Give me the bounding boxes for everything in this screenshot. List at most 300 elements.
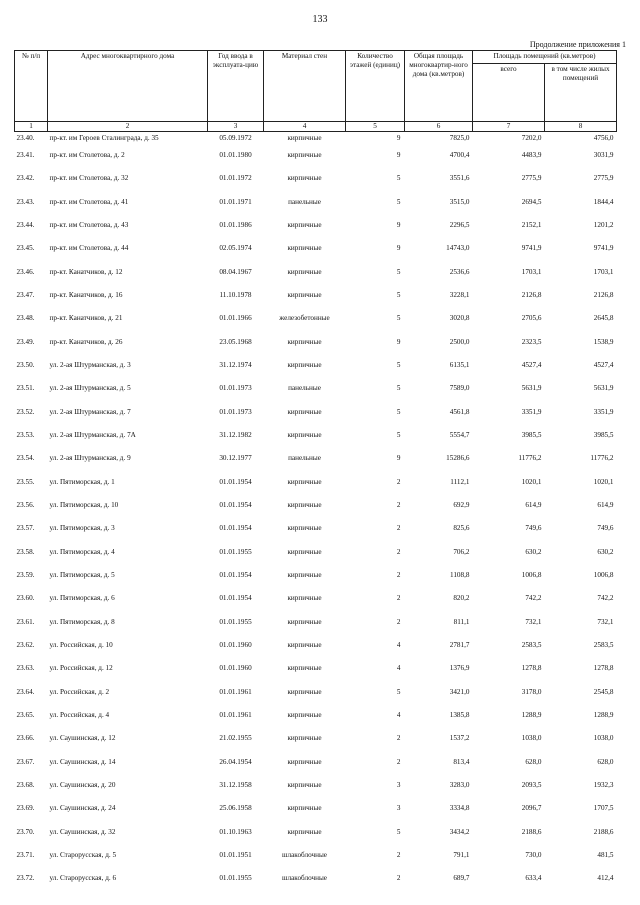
row-floors: 4	[396, 640, 401, 649]
table-row	[15, 132, 617, 151]
row-floors: 5	[396, 197, 401, 206]
row-number: 23.54.	[16, 454, 35, 463]
row-material: кирпичные	[287, 244, 322, 253]
row-floors: 2	[396, 734, 401, 743]
row-number: 23.63.	[16, 664, 35, 673]
row-floors: 5	[396, 430, 401, 439]
row-floors: 5	[396, 384, 401, 393]
row-number: 23.68.	[16, 780, 35, 789]
row-number: 23.48.	[16, 314, 35, 323]
row-total-area: 3228,1	[449, 290, 470, 299]
header-col-number: 1	[15, 122, 48, 132]
row-floors: 5	[396, 687, 401, 696]
row-premises-living: 4756,0	[593, 134, 614, 142]
row-total-area: 820,2	[453, 594, 470, 603]
row-number: 23.61.	[16, 617, 35, 626]
row-floors: 2	[396, 570, 401, 579]
row-total-area: 1108,8	[450, 570, 470, 579]
table-row	[15, 547, 617, 570]
row-year: 01.01.1954	[219, 594, 252, 603]
row-total-area: 6135,1	[449, 360, 470, 369]
row-year: 01.01.1980	[219, 151, 252, 159]
row-premises-all: 1020,1	[521, 477, 542, 486]
table-row	[15, 337, 617, 360]
row-floors: 2	[396, 477, 401, 486]
row-material: шлакоблочные	[282, 874, 327, 883]
row-total-area: 3434,2	[449, 827, 470, 836]
row-premises-all: 2705,6	[521, 314, 542, 323]
row-address: ул. Российская, д. 4	[49, 710, 110, 719]
row-material: кирпичные	[287, 267, 322, 276]
row-address: ул. 2-ая Штурманская, д. 5	[49, 384, 131, 393]
row-year: 30.12.1977	[219, 454, 252, 463]
row-year: 01.01.1954	[219, 500, 252, 509]
row-number: 23.50.	[16, 360, 35, 369]
row-address: ул. Саушинская, д. 24	[49, 804, 116, 813]
row-total-area: 825,6	[453, 524, 470, 533]
row-premises-all: 2152,1	[521, 220, 542, 229]
table-row	[15, 267, 617, 290]
row-year: 01.01.1954	[219, 524, 252, 533]
row-total-area: 1537,2	[449, 734, 470, 743]
row-number: 23.52.	[16, 407, 35, 416]
table-row	[15, 453, 617, 476]
row-premises-living: 2126,8	[593, 290, 614, 299]
row-number: 23.59.	[16, 570, 35, 579]
row-total-area: 2296,5	[449, 220, 470, 229]
row-premises-all: 2775,9	[521, 174, 542, 183]
row-number: 23.72.	[16, 874, 35, 883]
table-row	[15, 663, 617, 686]
row-premises-all: 3178,0	[521, 687, 542, 696]
row-address: ул. Саушинская, д. 20	[49, 780, 116, 789]
row-number: 23.43.	[16, 197, 35, 206]
row-premises-living: 1288,9	[593, 710, 614, 719]
row-floors: 2	[396, 757, 401, 766]
row-number: 23.46.	[16, 267, 35, 276]
row-year: 01.01.1973	[219, 384, 252, 393]
row-floors: 2	[396, 547, 401, 556]
row-premises-living: 2583,5	[593, 640, 614, 649]
row-address: ул. Российская, д. 2	[49, 687, 110, 696]
row-floors: 9	[396, 220, 401, 229]
row-year: 01.01.1955	[219, 617, 252, 626]
row-total-area: 811,1	[453, 617, 470, 626]
row-material: кирпичные	[287, 710, 322, 719]
row-year: 01.01.1961	[219, 710, 252, 719]
table-row	[15, 617, 617, 640]
page-number: 133	[312, 14, 328, 25]
row-floors: 4	[396, 710, 401, 719]
row-premises-all: 2096,7	[521, 804, 542, 813]
row-material: кирпичные	[287, 134, 322, 142]
row-number: 23.41.	[16, 151, 35, 159]
row-material: кирпичные	[287, 407, 322, 416]
row-floors: 3	[396, 804, 401, 813]
row-total-area: 3551,6	[449, 174, 470, 183]
table-row	[15, 430, 617, 453]
header-col-number: 2	[48, 122, 208, 132]
table-row	[15, 687, 617, 710]
row-material: кирпичные	[287, 477, 322, 486]
row-year: 01.01.1961	[219, 687, 252, 696]
row-year: 31.12.1982	[219, 430, 252, 439]
row-number: 23.65.	[16, 710, 35, 719]
row-number: 23.69.	[16, 804, 35, 813]
header-col-number: 4	[264, 122, 346, 132]
row-floors: 9	[396, 151, 401, 159]
row-floors: 5	[396, 407, 401, 416]
row-premises-living: 749,6	[597, 524, 614, 533]
table-row	[15, 873, 617, 896]
row-address: пр-кт. им Столетова, д. 41	[49, 197, 129, 206]
row-total-area: 1112,1	[450, 477, 470, 486]
row-premises-living: 628,0	[597, 757, 614, 766]
row-floors: 5	[396, 827, 401, 836]
row-year: 05.09.1972	[219, 134, 252, 142]
row-premises-all: 730,0	[525, 850, 542, 859]
continuation-note: Продолжение приложения 1	[529, 40, 626, 49]
row-material: кирпичные	[287, 500, 322, 509]
row-number: 23.44.	[16, 220, 35, 229]
row-address: ул. Саушинская, д. 32	[49, 827, 116, 836]
row-premises-living: 3985,5	[593, 430, 614, 439]
row-number: 23.70.	[16, 827, 35, 836]
row-address: пр-кт. Канатчиков, д. 26	[49, 337, 123, 346]
row-address: ул. Пятиморская, д. 6	[49, 594, 115, 603]
row-number: 23.57.	[16, 524, 35, 533]
row-total-area: 3020,8	[449, 314, 470, 323]
row-premises-all: 628,0	[525, 757, 542, 766]
header-material: Материал стен	[264, 51, 346, 122]
table-row	[15, 757, 617, 780]
row-total-area: 1376,9	[449, 664, 470, 673]
row-address: пр-кт. им Столетова, д. 2	[49, 151, 125, 159]
row-number: 23.66.	[16, 734, 35, 743]
table-body	[15, 132, 617, 897]
row-year: 26.04.1954	[219, 757, 252, 766]
row-premises-living: 1020,1	[593, 477, 614, 486]
row-premises-all: 1278,8	[521, 664, 542, 673]
row-premises-living: 1538,9	[593, 337, 614, 346]
row-number: 23.56.	[16, 500, 35, 509]
row-premises-living: 1038,0	[593, 734, 614, 743]
row-year: 01.01.1966	[219, 314, 252, 323]
table-row	[15, 477, 617, 500]
table-row	[15, 827, 617, 850]
row-premises-living: 2645,8	[593, 314, 614, 323]
row-premises-living: 1707,5	[593, 804, 614, 813]
row-year: 23.05.1968	[219, 337, 252, 346]
row-material: кирпичные	[287, 780, 322, 789]
row-floors: 5	[396, 314, 401, 323]
row-number: 23.58.	[16, 547, 35, 556]
row-year: 31.12.1958	[219, 780, 252, 789]
row-address: ул. 2-ая Штурманская, д. 7	[49, 407, 131, 416]
row-year: 01.01.1971	[219, 197, 252, 206]
row-address: ул. Пятиморская, д. 5	[49, 570, 115, 579]
row-material: кирпичные	[287, 547, 322, 556]
row-year: 01.01.1951	[219, 850, 252, 859]
row-number: 23.49.	[16, 337, 35, 346]
row-premises-all: 2583,5	[521, 640, 542, 649]
row-premises-living: 5631,9	[593, 384, 614, 393]
row-number: 23.51.	[16, 384, 35, 393]
table-row	[15, 313, 617, 336]
header-num: № п/п	[15, 51, 48, 122]
row-material: кирпичные	[287, 430, 322, 439]
row-total-area: 5554,7	[449, 430, 470, 439]
row-total-area: 4700,4	[449, 151, 470, 159]
header-col-number: 6	[405, 122, 473, 132]
table-row	[15, 173, 617, 196]
row-premises-living: 1278,8	[593, 664, 614, 673]
row-total-area: 813,4	[453, 757, 470, 766]
row-address: пр-кт. им Столетова, д. 32	[49, 174, 129, 183]
row-premises-living: 4527,4	[593, 360, 614, 369]
row-address: пр-кт. Канатчиков, д. 16	[49, 290, 123, 299]
table-row	[15, 803, 617, 826]
row-floors: 5	[396, 290, 401, 299]
row-premises-all: 7202,0	[521, 134, 542, 142]
row-number: 23.47.	[16, 290, 35, 299]
row-address: ул. Пятиморская, д. 1	[49, 477, 115, 486]
row-total-area: 4561,8	[449, 407, 470, 416]
row-premises-living: 1844,4	[593, 197, 614, 206]
row-premises-living: 11776,2	[590, 454, 614, 463]
row-number: 23.60.	[16, 594, 35, 603]
header-col-number: 7	[473, 122, 545, 132]
row-number: 23.71.	[16, 850, 35, 859]
row-year: 25.06.1958	[219, 804, 252, 813]
row-material: кирпичные	[287, 151, 322, 159]
row-year: 11.10.1978	[219, 290, 252, 299]
row-floors: 2	[396, 524, 401, 533]
row-premises-living: 732,1	[597, 617, 614, 626]
row-address: ул. Пятиморская, д. 3	[49, 524, 115, 533]
table-header	[15, 51, 617, 132]
row-material: панельные	[288, 197, 321, 206]
row-address: ул. Пятиморская, д. 10	[49, 500, 119, 509]
row-premises-all: 1703,1	[521, 267, 542, 276]
row-material: кирпичные	[287, 594, 322, 603]
row-total-area: 706,2	[453, 547, 470, 556]
table-row	[15, 220, 617, 243]
header-col-number: 8	[545, 122, 617, 132]
row-premises-all: 11776,2	[518, 454, 542, 463]
row-year: 01.01.1973	[219, 407, 252, 416]
row-address: ул. Пятиморская, д. 4	[49, 547, 115, 556]
row-year: 01.01.1960	[219, 640, 252, 649]
row-year: 02.05.1974	[219, 244, 252, 253]
row-year: 21.02.1955	[219, 734, 252, 743]
table-row	[15, 500, 617, 523]
row-address: ул. Саушинская, д. 14	[49, 757, 116, 766]
row-floors: 5	[396, 267, 401, 276]
row-floors: 2	[396, 500, 401, 509]
table-row	[15, 150, 617, 173]
row-premises-all: 5631,9	[521, 384, 542, 393]
housing-table	[14, 50, 617, 897]
row-address: ул. 2-ая Штурманская, д. 7А	[49, 430, 136, 439]
row-address: ул. Российская, д. 10	[49, 640, 113, 649]
row-premises-all: 3985,5	[521, 430, 542, 439]
table-row	[15, 710, 617, 733]
row-premises-living: 1006,8	[593, 570, 614, 579]
row-premises-living: 742,2	[597, 594, 614, 603]
row-address: пр-кт. им Столетова, д. 43	[49, 220, 129, 229]
row-material: кирпичные	[287, 360, 322, 369]
table-row	[15, 593, 617, 616]
table-row	[15, 243, 617, 266]
table-row	[15, 197, 617, 220]
row-floors: 2	[396, 617, 401, 626]
table-row	[15, 780, 617, 803]
row-material: кирпичные	[287, 220, 322, 229]
row-total-area: 7589,0	[449, 384, 470, 393]
row-number: 23.64.	[16, 687, 35, 696]
row-total-area: 2536,6	[449, 267, 470, 276]
row-premises-all: 1006,8	[521, 570, 542, 579]
row-material: кирпичные	[287, 687, 322, 696]
table-row	[15, 570, 617, 593]
table-row	[15, 383, 617, 406]
row-material: кирпичные	[287, 174, 322, 183]
row-floors: 9	[396, 134, 401, 142]
row-premises-living: 630,2	[597, 547, 614, 556]
row-premises-all: 742,2	[525, 594, 542, 603]
row-floors: 2	[396, 594, 401, 603]
row-premises-living: 2775,9	[593, 174, 614, 183]
row-premises-all: 1288,9	[521, 710, 542, 719]
row-premises-living: 1932,3	[593, 780, 614, 789]
row-material: кирпичные	[287, 617, 322, 626]
row-material: кирпичные	[287, 524, 322, 533]
row-material: кирпичные	[287, 757, 322, 766]
table-row	[15, 640, 617, 663]
row-premises-living: 412,4	[597, 874, 614, 883]
row-premises-all: 749,6	[525, 524, 542, 533]
row-address: ул. Старорусская, д. 5	[49, 850, 117, 859]
header-year: Год ввода в эксплуата-цию	[208, 51, 264, 122]
header-col-number: 3	[208, 122, 264, 132]
row-address: пр-кт. Канатчиков, д. 12	[49, 267, 123, 276]
row-number: 23.55.	[16, 477, 35, 486]
row-total-area: 689,7	[453, 874, 470, 883]
row-material: кирпичные	[287, 827, 322, 836]
row-premises-living: 2188,6	[593, 827, 614, 836]
row-premises-all: 614,9	[525, 500, 542, 509]
row-year: 01.01.1954	[219, 477, 252, 486]
row-premises-living: 2545,8	[593, 687, 614, 696]
row-number: 23.40.	[16, 134, 35, 142]
row-premises-all: 4483,9	[521, 151, 542, 159]
row-floors: 2	[396, 874, 401, 883]
row-year: 31.12.1974	[219, 360, 252, 369]
table-row	[15, 850, 617, 873]
row-total-area: 791,1	[453, 850, 470, 859]
row-material: кирпичные	[287, 664, 322, 673]
row-premises-all: 2188,6	[521, 827, 542, 836]
row-material: кирпичные	[287, 804, 322, 813]
table-row	[15, 523, 617, 546]
row-premises-living: 9741,9	[593, 244, 614, 253]
row-total-area: 3334,8	[449, 804, 470, 813]
table-row	[15, 733, 617, 756]
row-premises-all: 4527,4	[521, 360, 542, 369]
row-material: кирпичные	[287, 640, 322, 649]
row-total-area: 7825,0	[449, 134, 470, 142]
row-premises-living: 481,5	[597, 850, 614, 859]
row-floors: 9	[396, 337, 401, 346]
row-material: кирпичные	[287, 734, 322, 743]
row-material: шлакоблочные	[282, 850, 327, 859]
row-premises-all: 2126,8	[521, 290, 542, 299]
row-year: 01.01.1954	[219, 570, 252, 579]
header-all: всего	[473, 64, 545, 122]
row-year: 01.01.1986	[219, 220, 252, 229]
row-year: 01.10.1963	[219, 827, 252, 836]
row-premises-living: 1201,2	[593, 220, 614, 229]
row-number: 23.45.	[16, 244, 35, 253]
row-premises-all: 2694,5	[521, 197, 542, 206]
row-material: панельные	[288, 454, 321, 463]
row-floors: 2	[396, 850, 401, 859]
row-year: 01.01.1955	[219, 874, 252, 883]
header-col-number: 5	[346, 122, 405, 132]
row-premises-living: 614,9	[597, 500, 614, 509]
row-premises-living: 1703,1	[593, 267, 614, 276]
header-living: в том числе жилых помещений	[545, 64, 617, 122]
row-floors: 9	[396, 244, 401, 253]
row-address: ул. 2-ая Штурманская, д. 3	[49, 360, 131, 369]
row-total-area: 3421,0	[449, 687, 470, 696]
row-premises-all: 1038,0	[521, 734, 542, 743]
row-address: ул. 2-ая Штурманская, д. 9	[49, 454, 131, 463]
row-year: 01.01.1955	[219, 547, 252, 556]
row-address: ул. Саушинская, д. 12	[49, 734, 116, 743]
row-floors: 4	[396, 664, 401, 673]
row-total-area: 15286,6	[446, 454, 470, 463]
row-address: ул. Пятиморская, д. 8	[49, 617, 115, 626]
header-total-area: Общая площадь многоквартир-ного дома (кв.метров)	[405, 51, 473, 122]
row-address: пр-кт. им Героев Сталинграда, д. 35	[49, 134, 159, 142]
row-material: кирпичные	[287, 337, 322, 346]
row-year: 08.04.1967	[219, 267, 252, 276]
row-premises-all: 633,4	[525, 874, 542, 883]
header-address: Адрес многоквартирного дома	[48, 51, 208, 122]
housing-table-wrapper	[14, 50, 616, 897]
row-number: 23.42.	[16, 174, 35, 183]
row-total-area: 14743,0	[446, 244, 470, 253]
row-number: 23.53.	[16, 430, 35, 439]
row-material: кирпичные	[287, 570, 322, 579]
row-total-area: 692,9	[453, 500, 470, 509]
row-floors: 5	[396, 174, 401, 183]
header-premises-area: Площадь помещений (кв.метров)	[473, 51, 617, 64]
row-floors: 3	[396, 780, 401, 789]
row-floors: 9	[396, 454, 401, 463]
row-premises-living: 3351,9	[593, 407, 614, 416]
row-year: 01.01.1972	[219, 174, 252, 183]
row-premises-all: 2323,5	[521, 337, 542, 346]
row-number: 23.67.	[16, 757, 35, 766]
table-row	[15, 290, 617, 313]
row-address: пр-кт. им Столетова, д. 44	[49, 244, 129, 253]
row-address: пр-кт. Канатчиков, д. 21	[49, 314, 123, 323]
row-address: ул. Российская, д. 12	[49, 664, 113, 673]
row-total-area: 2500,0	[449, 337, 470, 346]
